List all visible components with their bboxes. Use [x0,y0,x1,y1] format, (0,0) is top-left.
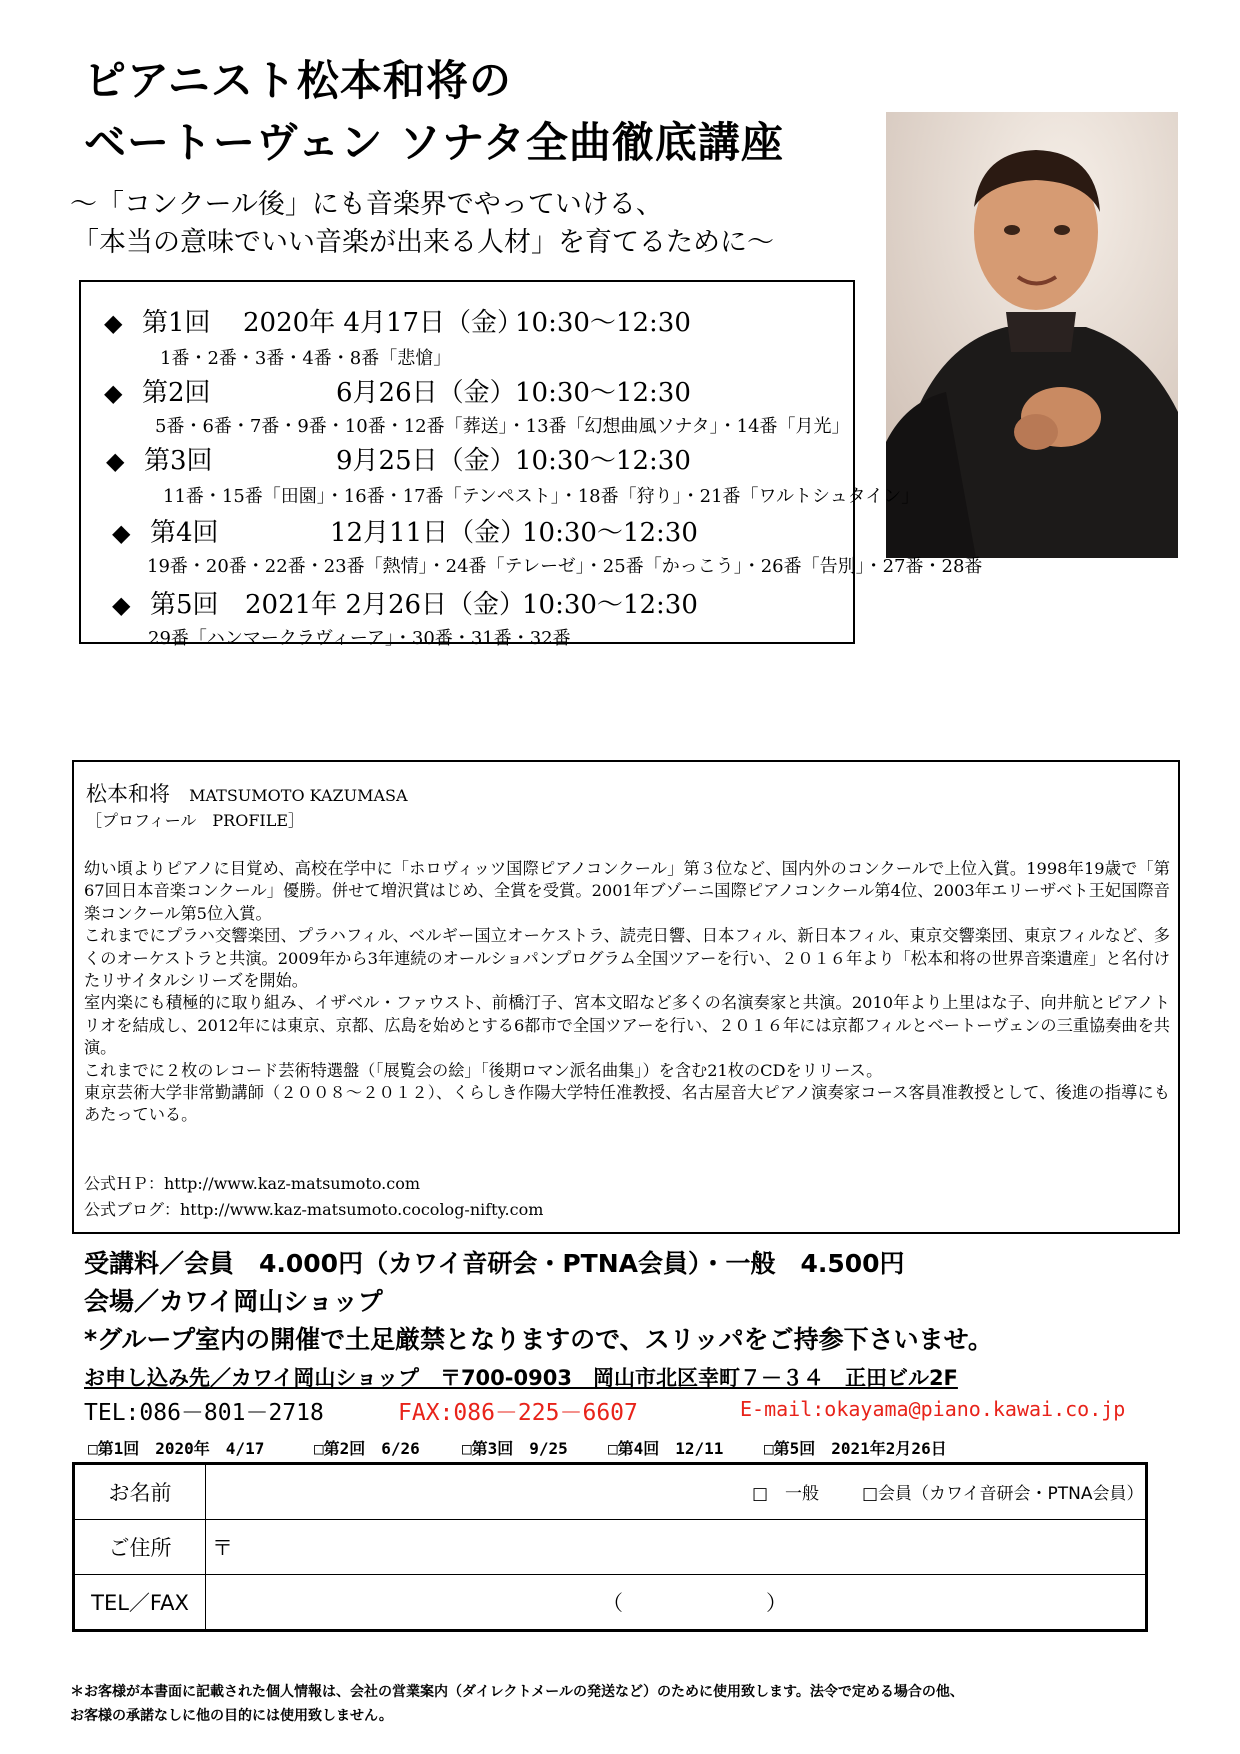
privacy-note-line-1: ＊お客様が本書面に記載された個人情報は、会社の営業案内（ダイレクトメールの発送など）のために使用致します。法令で定める場合の他、 [70,1684,964,1700]
pianist-photo [886,112,1178,558]
official-hp-link[interactable]: 公式ＨＰ：http://www.kaz-matsumoto.com [84,1174,421,1193]
check-session-4[interactable]: □第4回 12/11 [608,1439,724,1458]
application-form [72,1462,1148,1632]
tel-fax-field[interactable] [206,1575,1147,1631]
tel-number: TEL:086－801－2718 [84,1400,324,1426]
session-2-line [104,372,211,409]
diamond-bullet-icon: ◆ [112,519,131,547]
diamond-bullet-icon: ◆ [104,309,123,337]
diamond-bullet-icon: ◆ [104,379,123,407]
profile-body [84,858,1170,1127]
profile-paragraph: これまでに２枚のレコード芸術特選盤（「展覧会の絵」「後期ロマン派名曲集」）を含む21枚のCDをリリース。 [84,1060,883,1080]
session-5-label: 第5回 [150,590,219,620]
title-line-2: ベートーヴェン ソナタ全曲徹底講座 [84,118,784,167]
postal-mark: 〒 [212,1536,233,1560]
session-2-time: 10:30～12:30 [515,378,691,408]
name-field[interactable] [206,1464,1147,1520]
address-field[interactable] [206,1520,1147,1575]
profile-name-en: MATSUMOTO KAZUMASA [189,786,408,805]
fax-number: FAX:086－225－6607 [398,1400,638,1426]
diamond-bullet-icon: ◆ [112,591,131,619]
profile-paragraph: これまでにプラハ交響楽団、プラハフィル、ベルギー国立オーケストラ、読売日響、日本フィル、新日本フィル、東京交響楽団、東京フィルなど、多くのオーケストラと共演。2009年から3年連続のオールショパンプログラム全国ツアーを行い、２０１６年より「松本和将の世界音楽遺産」と名付けたリサイタルシリーズを開始。 [84,926,1170,991]
title-line-1: ピアニスト松本和将の [84,56,512,105]
check-session-3[interactable]: □第3回 9/25 [462,1439,568,1458]
session-4-label: 第4回 [150,518,219,548]
session-1-line [104,302,211,339]
venue-text: 会場／カワイ岡山ショップ [84,1287,383,1316]
session-2-date: 6月26日（金） [336,378,516,408]
paren-open: （ [602,1591,623,1615]
check-session-1[interactable]: □第1回 2020年 4/17 [88,1439,265,1458]
subtitle-line-1: ～「コンクール後」にも音楽界でやっていける、 [70,189,663,220]
form-row-address [74,1520,1147,1575]
tel-fax-label: TEL／FAX [74,1575,206,1631]
session-2-program: 5番・6番・7番・9番・10番・12番「葬送」・13番「幻想曲風ソナタ」・14番「月光」 [155,416,850,437]
option-member-checkbox[interactable]: □会員（カワイ音研会・PTNA会員） [862,1484,1144,1504]
form-row-name [74,1464,1147,1520]
session-4-time: 10:30～12:30 [522,518,698,548]
address-label: ご住所 [74,1520,206,1575]
profile-name: 松本和将 [86,782,170,806]
name-label: お名前 [74,1464,206,1520]
check-session-5[interactable]: □第5回 2021年2月26日 [764,1439,947,1458]
apply-address: お申し込み先／カワイ岡山ショップ 〒700-0903 岡山市北区幸町７－３４ 正田ビル2F [84,1366,958,1390]
session-4-date: 12月11日（金） [330,518,527,548]
slipper-notice: *グループ室内の開催で土足厳禁となりますので、スリッパをご持参下さいませ。 [84,1325,993,1354]
session-4-program: 19番・20番・22番・23番「熱情」・24番「テレーゼ」・25番「かっこう」・26番「告別」・27番・28番 [147,556,983,577]
session-3-program: 11番・15番「田園」・16番・17番「テンペスト」・18番「狩り」・21番「ワルトシュタイン」 [163,486,920,507]
session-1-date: 2020年 4月17日（金） [243,308,524,338]
form-row-tel [74,1575,1147,1631]
pianist-portrait-image [886,112,1178,558]
session-5-time: 10:30～12:30 [522,590,698,620]
session-4-line [112,512,219,549]
profile-paragraph: 東京芸術大学非常勤講師（２００８～２０１２）、くらしき作陽大学特任准教授、名古屋音大ピアノ演奏家コース客員准教授として、後進の指導にもあたっている。 [84,1083,1170,1125]
profile-paragraph: 幼い頃よりピアノに目覚め、高校在学中に「ホロヴィッツ国際ピアノコンクール」第３位など、国内外のコンクールで上位入賞。1998年19歳で「第67回日本音楽コンクール」優勝。併せて増沢賞はじめ、全賞を受賞。2001年ブゾーニ国際ピアノコンクール第4位、2003年エリーザベト王妃国際音楽コンクール第5位入賞。 [84,859,1170,923]
check-session-2[interactable]: □第2回 6/26 [314,1439,420,1458]
option-general-checkbox[interactable]: □ 一般 [752,1484,820,1504]
session-5-program: 29番「ハンマークラヴィーア」・30番・31番・32番 [148,628,571,649]
session-5-line [112,584,219,621]
session-1-label: 第1回 [142,308,211,338]
session-2-label: 第2回 [142,378,211,408]
profile-name-row [86,778,408,808]
official-blog-link[interactable]: 公式ブログ：http://www.kaz-matsumoto.cocolog-nifty.com [84,1200,544,1219]
diamond-bullet-icon: ◆ [106,447,125,475]
session-1-program: 1番・2番・3番・4番・8番「悲愴」 [160,348,452,369]
session-3-line [106,440,213,477]
session-3-time: 10:30～12:30 [515,446,691,476]
profile-paragraph: 室内楽にも積極的に取り組み、イザベル・ファウスト、前橋汀子、宮本文昭など多くの名演奏家と共演。2010年より上里はな子、向井航とピアノトリオを結成し、2012年には東京、京都、広島を始めとする6都市で全国ツアーを行い、２０１６年には京都フィルとベートーヴェンの三重協奏曲を共演。 [84,993,1170,1058]
subtitle-line-2: 「本当の意味でいい音楽が出来る人材」を育てるために～ [72,227,774,258]
privacy-note-line-2: お客様の承諾なしに他の目的には使用致しません。 [70,1708,393,1724]
session-3-date: 9月25日（金） [336,446,516,476]
session-5-date: 2021年 2月26日（金） [245,590,526,620]
session-3-label: 第3回 [144,446,213,476]
session-1-time: 10:30～12:30 [515,308,691,338]
email-address[interactable]: E-mail:okayama@piano.kawai.co.jp [740,1397,1126,1421]
paren-close: ） [766,1591,787,1615]
fee-text: 受講料／会員 4.000円（カワイ音研会・PTNA会員）・一般 4.500円 [84,1249,905,1278]
profile-heading: ［プロフィール PROFILE］ [86,811,305,830]
